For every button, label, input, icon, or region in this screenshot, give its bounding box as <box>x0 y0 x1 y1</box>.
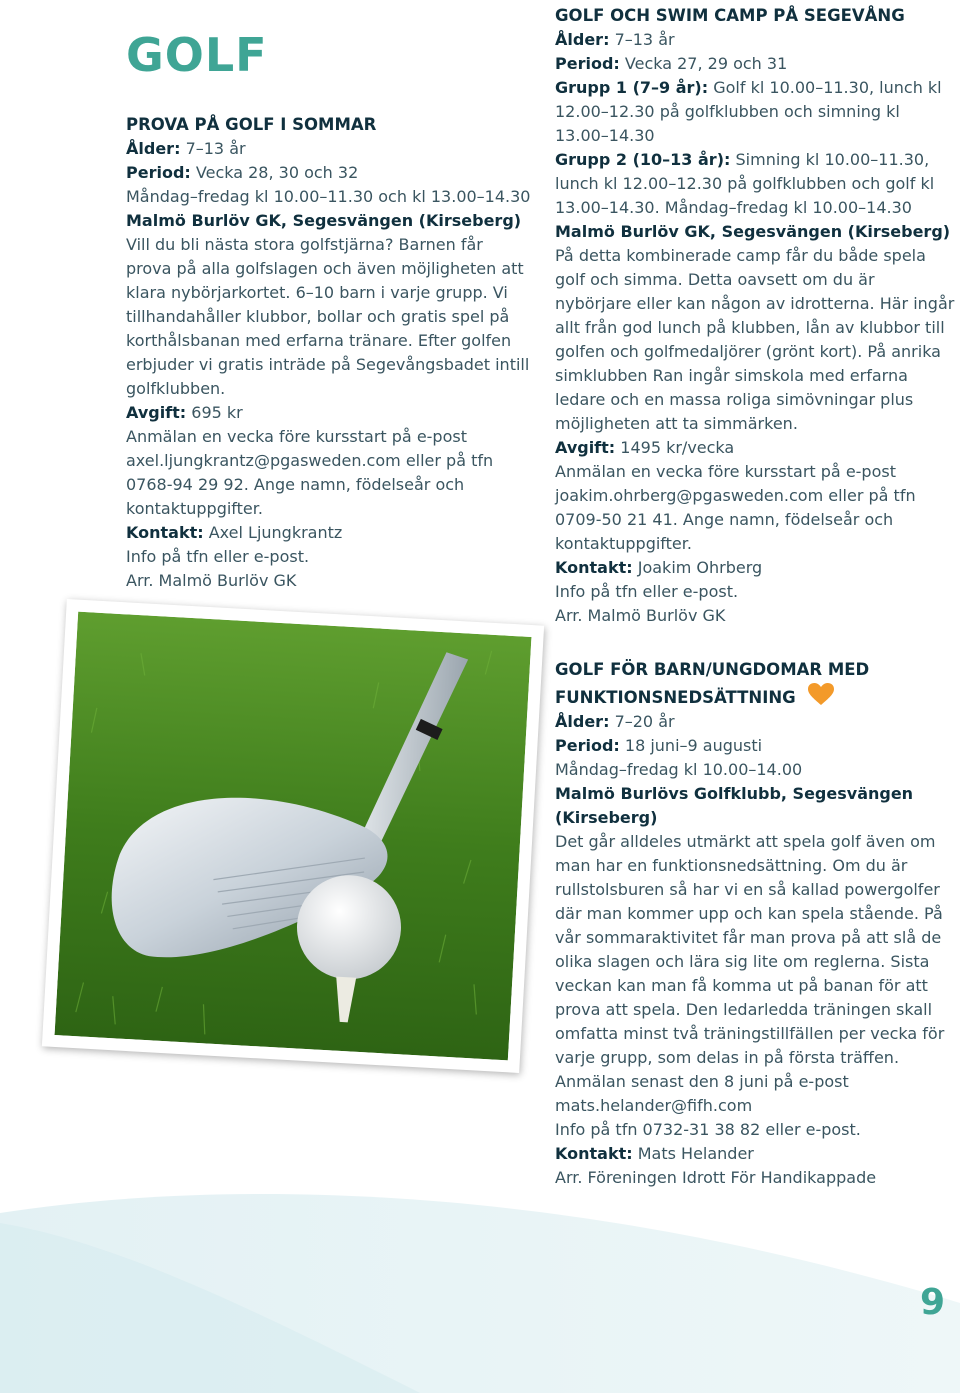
location-text: Malmö Burlöv GK, Segesvängen (Kirseberg) <box>555 222 951 241</box>
period-line <box>555 734 955 758</box>
organizer-text: Arr. Malmö Burlöv GK <box>126 571 297 590</box>
section-golf-swim-camp <box>555 4 955 628</box>
contact-line <box>555 556 955 580</box>
description-text: På detta kombinerade camp får du både spela golf och simma. Detta oavsett om du är nybörjare eller kan någon av idrotterna. Här ingår allt från god lunch på klubben, lån av klubbor till golfen och golfmedaljörer (grönt kort). På anrika simklubben Ran ingår simskola med erfarna ledare och en massa roliga simövningar plus möjligheten att ta simmärken. <box>555 246 955 433</box>
period-value: Vecka 28, 30 och 32 <box>195 163 359 182</box>
time-text: Måndag–fredag kl 10.00–14.00 <box>555 760 803 779</box>
period-label: Period: <box>126 163 191 182</box>
contact-line <box>126 521 531 545</box>
age-value: 7–13 år <box>185 139 246 158</box>
age-label: Ålder: <box>126 139 181 158</box>
golf-photo-frame <box>42 599 544 1073</box>
fee-label: Avgift: <box>555 438 616 457</box>
age-value: 7–20 år <box>614 712 675 731</box>
period-value: 18 juni–9 augusti <box>624 736 763 755</box>
golf-club-ball-image <box>55 612 532 1061</box>
section-heading <box>555 658 955 710</box>
page-title: GOLF <box>126 27 268 82</box>
info-text: Info på tfn 0732-31 38 82 eller e-post. <box>555 1120 861 1139</box>
fee-value: 1495 kr/vecka <box>620 438 735 457</box>
section-prova-pa-golf <box>126 113 531 593</box>
group1-line <box>555 76 955 148</box>
contact-label: Kontakt: <box>555 1144 633 1163</box>
registration-text: Anmälan en vecka före kursstart på e-post joakim.ohrberg@pgasweden.com eller på tfn 0709-50 21 41. Ange namn, födelseår och kontaktuppgifter. <box>555 462 916 553</box>
age-label: Ålder: <box>555 712 610 731</box>
group2-label: Grupp 2 (10–13 år): <box>555 150 731 169</box>
fee-line <box>555 436 955 460</box>
time-text: Måndag–fredag kl 10.00–11.30 och kl 13.00–14.30 <box>126 187 531 206</box>
group1-value: Golf kl 10.00–11.30, lunch kl 12.00–12.30 på golfklubben och simning kl 13.00–14.30 <box>555 78 942 145</box>
fee-label: Avgift: <box>126 403 187 422</box>
contact-label: Kontakt: <box>555 558 633 577</box>
period-line <box>126 161 531 185</box>
description-text: Vill du bli nästa stora golfstjärna? Barnen får prova på alla golfslagen och även möjligheten att klara nybörjarkortet. 6–10 barn i varje grupp. Vi tillhandahåller klubbor, bollar och gratis spel på korthålsbanan med erfarna tränare. Efter golfen erbjuder vi gratis inträde på Segevångsbadet intill golfklubben. <box>126 235 530 398</box>
group2-value: Simning kl 10.00–11.30, lunch kl 12.00–12.30 på golfklubben och golf kl 13.00–14.30. Måndag–fredag kl 10.00–14.30 <box>555 150 935 217</box>
section-golf-funktionsnedsattning <box>555 658 955 1190</box>
contact-value: Joakim Ohrberg <box>637 558 763 577</box>
section-heading: GOLF OCH SWIM CAMP PÅ SEGEVÅNG <box>555 6 905 25</box>
period-value: Vecka 27, 29 och 31 <box>624 54 788 73</box>
heart-icon <box>807 682 835 706</box>
contact-line <box>555 1142 955 1166</box>
section-heading-text: GOLF FÖR BARN/UNGDOMAR MED FUNKTIONSNEDSÄTTNING <box>555 660 870 707</box>
group1-label: Grupp 1 (7–9 år): <box>555 78 709 97</box>
registration-text: Anmälan senast den 8 juni på e-post mats.helander@fifh.com <box>555 1072 849 1115</box>
info-text: Info på tfn eller e-post. <box>126 547 310 566</box>
organizer-text: Arr. Föreningen Idrott För Handikappade <box>555 1168 877 1187</box>
age-line <box>555 710 955 734</box>
description-text: Det går alldeles utmärkt att spela golf även om man har en funktionsnedsättning. Om du är rullstolsburen så har vi en så kallad powergolfer där man kommer upp och kan spela stående. På vår sommaraktivitet får man prova på att slå de olika slagen och lära sig lite om reglerna. Sista veckan kan man få komma ut på banan för att prova att spela. Den ledarledda träningen skall omfatta minst två träningstillfällen per vecka för varje grupp, som delas in på första träffen. <box>555 832 945 1067</box>
period-label: Period: <box>555 54 620 73</box>
age-label: Ålder: <box>555 30 610 49</box>
location-text: Malmö Burlöv GK, Segesvängen (Kirseberg) <box>126 211 522 230</box>
fee-line <box>126 401 531 425</box>
age-line <box>555 28 955 52</box>
organizer-text: Arr. Malmö Burlöv GK <box>555 606 726 625</box>
page-number: 9 <box>920 1282 946 1323</box>
period-label: Period: <box>555 736 620 755</box>
contact-value: Mats Helander <box>637 1144 754 1163</box>
group2-line <box>555 148 955 220</box>
age-line <box>126 137 531 161</box>
age-value: 7–13 år <box>614 30 675 49</box>
contact-value: Axel Ljungkrantz <box>208 523 343 542</box>
registration-text: Anmälan en vecka före kursstart på e-post axel.ljungkrantz@pgasweden.com eller på tfn 0768-94 29 92. Ange namn, födelseår och kontaktuppgifter. <box>126 427 494 518</box>
period-line <box>555 52 955 76</box>
section-heading: PROVA PÅ GOLF I SOMMAR <box>126 115 377 134</box>
location-text: Malmö Burlövs Golfklubb, Segesvängen (Kirseberg) <box>555 784 914 827</box>
fee-value: 695 kr <box>191 403 243 422</box>
contact-label: Kontakt: <box>126 523 204 542</box>
background-wave <box>0 1183 960 1393</box>
right-column <box>555 4 955 1190</box>
info-text: Info på tfn eller e-post. <box>555 582 739 601</box>
